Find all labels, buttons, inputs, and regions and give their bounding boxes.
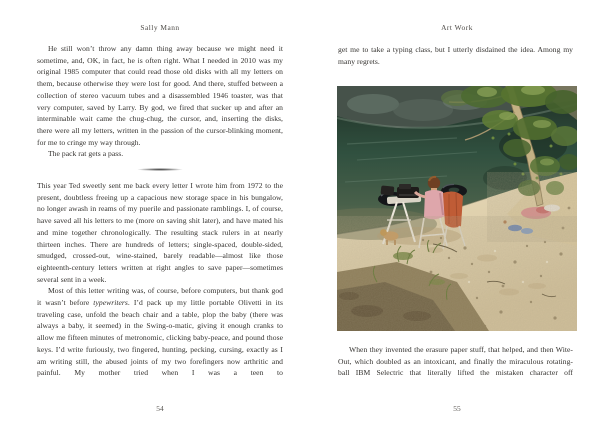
body-paragraph: Most of this letter writing was, of course, before computers, but thank god it wasn’t before typewriters. I’d pack up my little portable Olivetti in its traveling case, unfold the beach chair and a table, plop the baby (there was always a baby, it seemed) in the Swing-o-matic, giving it enough cranks to allow me fifteen minutes of metronomic, clicking baby-peace, and pound those keys. I’d write furiously, two fingered, hunting, pecking, cursing, exactly as I am writing still, the abused joints of my two forefingers now arthritic and painful. My mother tried when I was a teen to bbox=[37, 286, 283, 378]
body-paragraph: He still won’t throw any damn thing away because we might need it sometime, and, OK, in fact, he is often right. What I needed in 2010 was my original 1985 computer that could read those old disks with all my letters on them, because otherwise they were lost for good. And there, stuffed between a collection of stereo vacuum tubes and a disassembled 1946 toaster, was that very computer, saved by Larry. By god, we fired that sucker up and after an interminable wait came the chug-chug, the cursor, and, inserting the disks, there were all my letters, written in the passion of the cursor-blinking moment, for me to cringe my way through. bbox=[37, 44, 283, 147]
right-page bbox=[337, 0, 577, 444]
body-paragraph: get me to take a typing class, but I utterly disdained the idea. Among my many regrets. bbox=[338, 45, 573, 66]
running-header-left: Sally Mann bbox=[140, 23, 180, 32]
left-text-column bbox=[37, 43, 283, 379]
left-page bbox=[37, 0, 283, 444]
body-paragraph: The pack rat gets a pass. bbox=[48, 149, 124, 159]
running-header-right: Art Work bbox=[441, 23, 473, 32]
photograph-riverbank-typing bbox=[337, 86, 577, 331]
page-number-left: 54 bbox=[156, 404, 164, 413]
section-divider bbox=[137, 168, 183, 171]
body-paragraph: This year Ted sweetly sent me back every letter I wrote him from 1972 to the present, doubtless freeing up a capacious new storage space in his bungalow, no longer awash in reams of my puerile and passionate ramblings. I, of course, have saved all his letters to me (more on saving shit later), and have mated his and mine together chronologically. The resulting stack rulers in at nearly thirteen inches. There are hundreds of letters; single-spaced, double-sided, smudged, crossed-out, wine-stained, barely readable—almost like those eighteenth-century letters written at right angles to save paper—sometimes several sent in a week. bbox=[37, 181, 283, 284]
body-paragraph: When they invented the erasure paper stuff, that helped, and then Wite-Out, which doubled as an intoxicant, and finally the miraculous rotating-ball IBM Selectric that literally lifted the mistaken character off bbox=[338, 345, 573, 378]
page-number-right: 55 bbox=[453, 404, 461, 413]
black-case bbox=[381, 185, 395, 195]
